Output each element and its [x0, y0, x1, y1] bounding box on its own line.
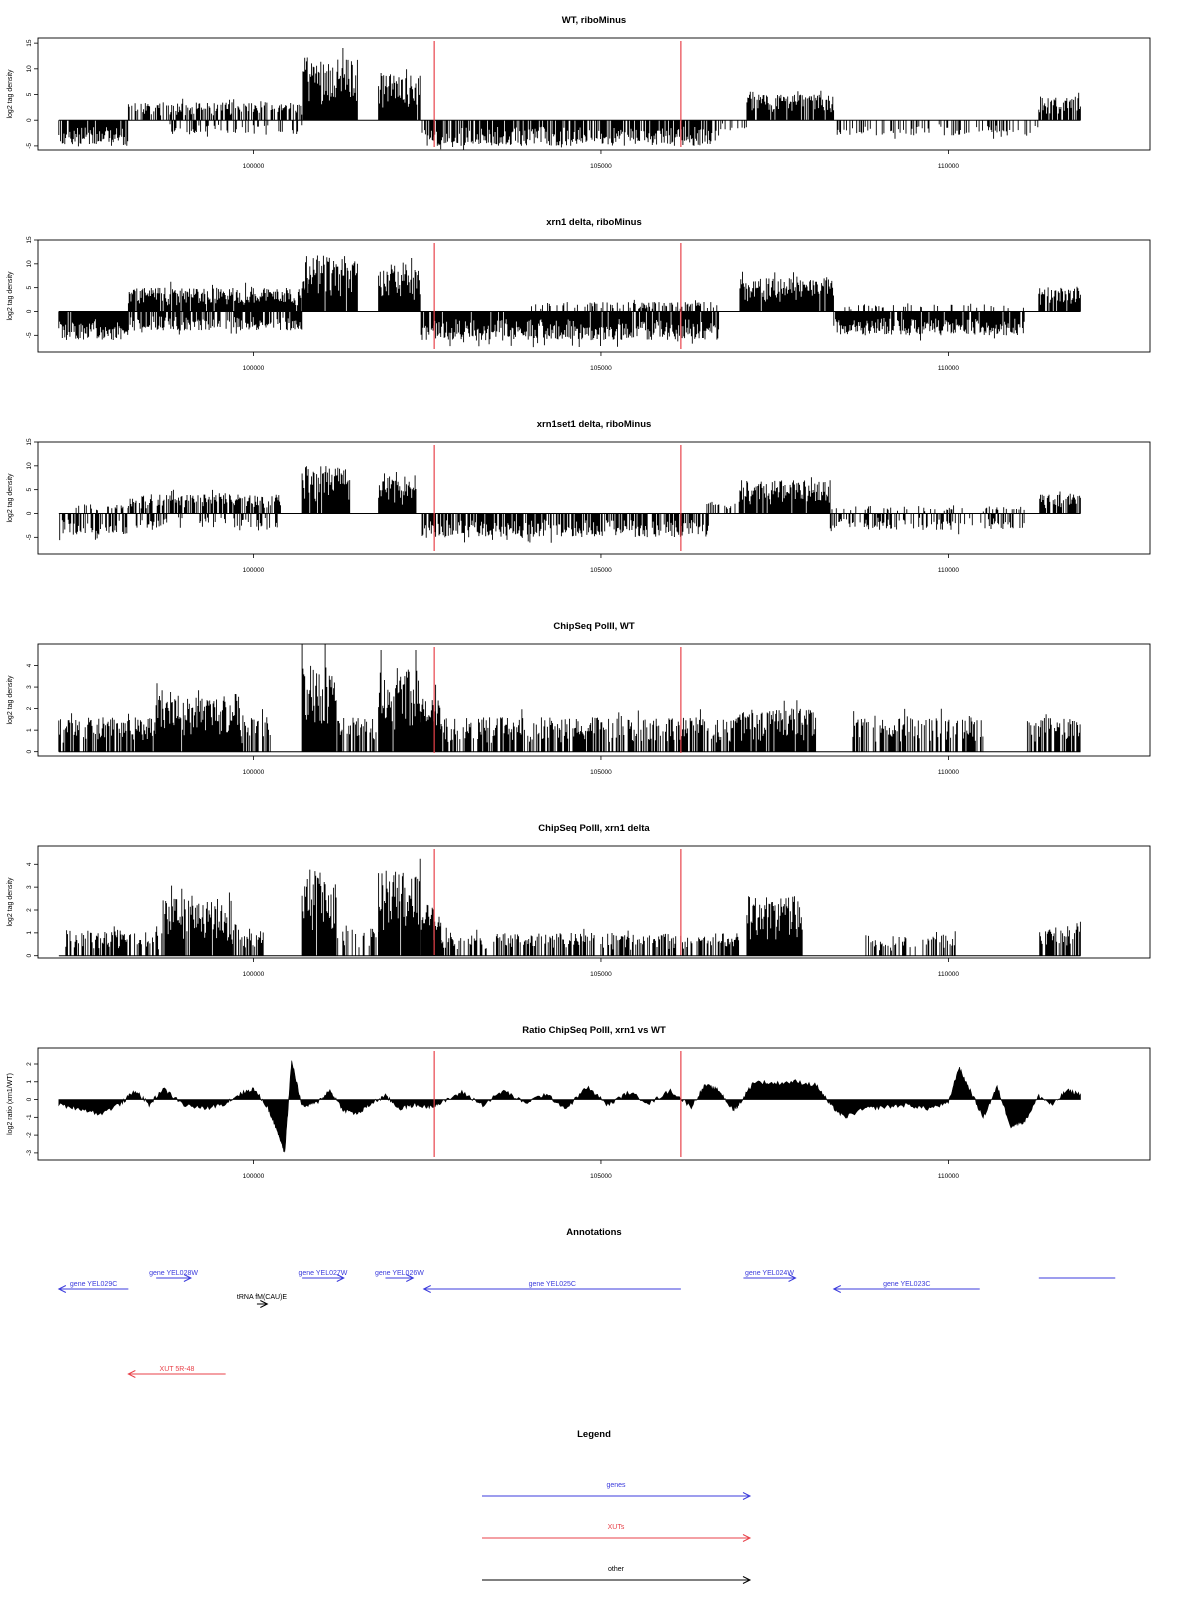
data-series: [59, 256, 1081, 348]
bar-segment: [1040, 492, 1081, 514]
data-series: [59, 1061, 1081, 1153]
y-axis-label: log2 tag density: [7, 69, 14, 119]
annotations-panel: [59, 1227, 1115, 1378]
y-tick-label: 2: [26, 908, 33, 912]
bar-segment: [740, 477, 830, 513]
bar-segment: [422, 120, 719, 150]
bar-segment: [707, 502, 739, 514]
y-tick-label: 5: [26, 92, 33, 97]
y-tick-label: -1: [26, 1114, 33, 1121]
y-tick-label: -5: [26, 534, 33, 541]
chart-panel-6: [7, 1025, 1150, 1180]
bar-segment: [421, 312, 718, 348]
bar-segment: [866, 931, 955, 955]
bar-segment: [302, 870, 336, 956]
bar-segment: [128, 282, 308, 312]
y-tick-label: -2: [26, 1132, 33, 1139]
bar-segment: [66, 926, 162, 955]
y-tick-label: 3: [26, 685, 33, 689]
y-tick-label: -5: [26, 332, 33, 339]
plot-frame: [38, 38, 1150, 150]
gene-label: gene YEL026W: [374, 1270, 424, 1277]
y-tick-label: 0: [26, 953, 33, 958]
chart-title: ChipSeq PolII, WT: [553, 621, 635, 632]
bar-segment: [740, 700, 816, 752]
y-tick-label: 2: [26, 706, 33, 711]
x-tick-label: 110000: [937, 1173, 960, 1180]
bar-segment: [240, 709, 271, 752]
bar-segment: [156, 683, 239, 751]
legend-panel: [482, 1429, 750, 1584]
y-tick-label: -5: [26, 142, 33, 149]
gene-arrow: [834, 1281, 980, 1293]
x-tick-label: 110000: [937, 971, 960, 978]
chart-title: xrn1 delta, riboMinus: [546, 217, 642, 228]
x-tick-label: 105000: [590, 567, 612, 574]
legend-item-label: other: [608, 1566, 624, 1573]
bar-segment: [163, 886, 232, 956]
bar-segment: [128, 312, 301, 335]
bar-segment: [1039, 287, 1081, 312]
y-tick-label: 15: [26, 39, 33, 47]
bar-segment: [303, 48, 358, 120]
bar-segment: [302, 642, 336, 752]
chart-panel-2: [7, 217, 1150, 372]
bar-segment: [59, 312, 128, 341]
bar-segment: [853, 709, 983, 752]
y-tick-label: 1: [26, 728, 33, 732]
x-tick-label: 105000: [590, 769, 612, 776]
xut-arrow: [128, 1366, 225, 1378]
legend-item-XUTs: [482, 1524, 750, 1542]
bar-segment: [832, 505, 1024, 513]
bar-segment: [830, 514, 1024, 535]
chart-panel-1: [7, 15, 1150, 170]
bar-segment: [128, 99, 307, 121]
x-tick-label: 110000: [937, 567, 960, 574]
chart-title: xrn1set1 delta, riboMinus: [536, 419, 652, 430]
bar-segment: [441, 709, 739, 752]
bar-segment: [379, 859, 421, 956]
data-series: [59, 642, 1081, 752]
bar-segment: [338, 926, 379, 956]
bar-segment: [532, 300, 717, 312]
bar-segment: [837, 120, 1038, 139]
bar-segment: [747, 91, 834, 120]
gene-label: gene YEL024W: [745, 1270, 794, 1277]
bar-segment: [1039, 93, 1081, 121]
bar-segment: [1040, 922, 1081, 956]
gene-arrow: [298, 1270, 347, 1282]
gene-arrow: [149, 1270, 198, 1282]
gene-arrow: [424, 1281, 681, 1293]
chart-panel-3: [7, 419, 1150, 574]
y-tick-label: 10: [26, 462, 33, 470]
bar-segment: [379, 650, 421, 752]
gene-label: gene YEL025C: [528, 1281, 576, 1288]
y-tick-label: 3: [26, 885, 33, 889]
y-axis-label: log2 tag density: [7, 675, 14, 725]
legend-item-other: [482, 1566, 750, 1584]
ratio-area: [59, 1061, 1081, 1153]
legend-item-genes: [482, 1482, 750, 1500]
y-tick-label: 1: [26, 931, 33, 935]
legend-title: Legend: [577, 1429, 611, 1440]
bar-segment: [338, 718, 376, 752]
bar-segment: [59, 120, 128, 146]
x-tick-label: 105000: [590, 365, 612, 372]
bar-segment: [302, 466, 350, 513]
bar-segment: [379, 69, 421, 120]
bar-segment: [170, 120, 302, 136]
chart-title: WT, riboMinus: [561, 15, 627, 26]
x-tick-label: 105000: [590, 1173, 612, 1180]
gene-label: gene YEL023C: [883, 1281, 931, 1288]
bar-segment: [422, 514, 708, 543]
y-tick-label: 0: [26, 309, 33, 314]
bar-segment: [233, 924, 264, 955]
other-arrow: [237, 1294, 287, 1308]
bar-segment: [740, 272, 834, 312]
chart-panel-4: [7, 621, 1150, 776]
data-series: [59, 48, 1081, 150]
y-tick-label: 10: [26, 65, 33, 73]
y-tick-label: 4: [26, 663, 33, 668]
x-tick-label: 110000: [937, 365, 960, 372]
y-tick-label: 15: [26, 236, 33, 244]
bar-segment: [420, 685, 440, 752]
bar-segment: [834, 312, 1024, 341]
data-series: [59, 859, 1081, 956]
x-tick-label: 100000: [242, 365, 265, 372]
y-tick-label: 5: [26, 487, 33, 492]
y-axis-label: log2 tag density: [7, 473, 14, 523]
bar-segment: [721, 120, 747, 130]
bar-segment: [136, 514, 277, 531]
x-tick-label: 105000: [590, 163, 612, 170]
gene-arrow: [743, 1270, 795, 1282]
x-tick-label: 100000: [242, 567, 265, 574]
chart-title: Ratio ChipSeq PolII, xrn1 vs WT: [522, 1025, 666, 1036]
xut-label: XUT 5R-48: [159, 1366, 195, 1373]
other-label: tRNA fM(CAU)E: [236, 1294, 288, 1301]
y-tick-label: 1: [26, 1079, 33, 1084]
y-axis-label: log2 tag density: [7, 877, 14, 927]
y-tick-label: 10: [26, 260, 33, 268]
y-tick-label: 4: [26, 862, 33, 867]
y-tick-label: 0: [26, 1097, 33, 1102]
gene-arrow: [375, 1270, 424, 1282]
bar-segment: [1027, 714, 1080, 751]
bar-segment: [60, 514, 127, 541]
x-tick-label: 100000: [242, 971, 265, 978]
y-tick-label: 5: [26, 285, 33, 290]
y-tick-label: 2: [26, 1062, 33, 1066]
bar-segment: [747, 896, 802, 955]
gene-label: gene YEL028W: [149, 1270, 198, 1277]
bar-segment: [845, 303, 1024, 311]
annotations-title: Annotations: [566, 1227, 622, 1238]
x-tick-label: 110000: [937, 163, 960, 170]
gene-arrow: [59, 1281, 129, 1293]
y-tick-label: 15: [26, 438, 33, 446]
x-tick-label: 100000: [242, 1173, 265, 1180]
y-tick-label: 0: [26, 511, 33, 516]
y-tick-label: 0: [26, 749, 33, 754]
bar-segment: [59, 713, 156, 752]
x-tick-label: 105000: [590, 971, 612, 978]
y-axis-label: log2 ratio (xrn1/WT): [7, 1073, 14, 1135]
y-axis-label: log2 tag density: [7, 271, 14, 321]
data-series: [59, 466, 1081, 543]
chart-panel-5: [7, 823, 1150, 978]
legend-item-label: genes: [606, 1482, 626, 1489]
y-tick-label: 0: [26, 118, 33, 123]
bar-segment: [379, 258, 421, 312]
y-tick-label: -3: [26, 1149, 33, 1156]
legend-item-label: XUTs: [607, 1524, 625, 1531]
gene-label: gene YEL027W: [298, 1270, 348, 1277]
bar-segment: [302, 256, 357, 312]
x-tick-label: 100000: [242, 769, 265, 776]
x-tick-label: 110000: [937, 769, 960, 776]
gene-label: gene YEL029C: [69, 1281, 118, 1288]
bar-segment: [128, 490, 280, 514]
bar-segment: [421, 905, 441, 956]
bar-segment: [76, 505, 128, 514]
chart-title: ChipSeq PolII, xrn1 delta: [538, 823, 650, 834]
bar-segment: [441, 928, 738, 956]
bar-segment: [379, 472, 416, 514]
x-tick-label: 100000: [242, 163, 265, 170]
